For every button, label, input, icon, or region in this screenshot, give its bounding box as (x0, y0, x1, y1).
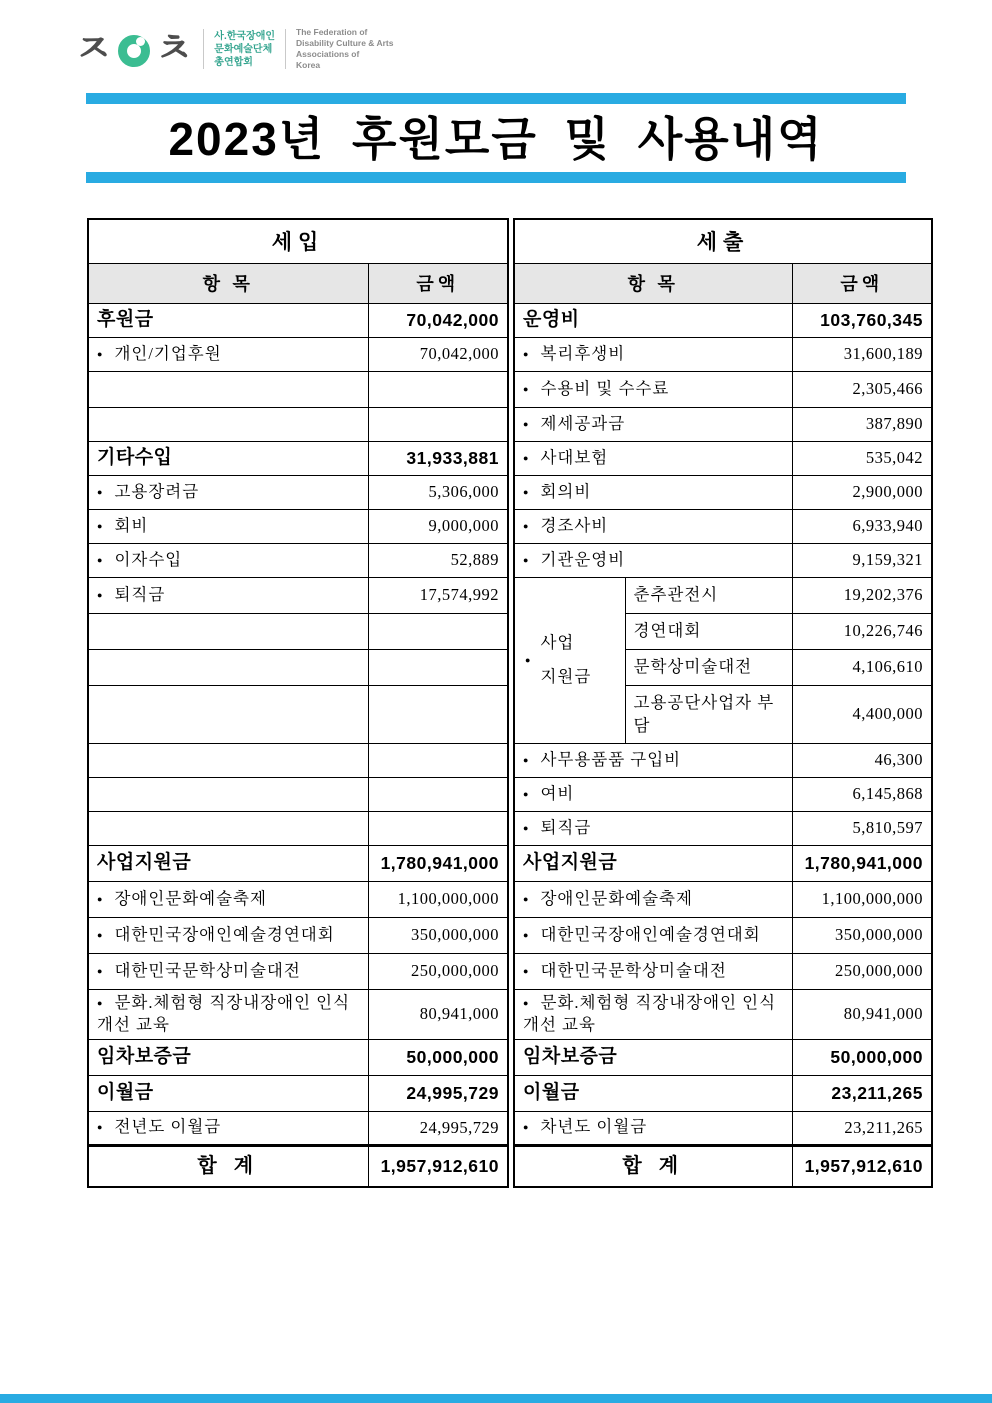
item-label-cell (514, 917, 792, 953)
table-row (88, 577, 508, 613)
bullet-icon: ● (523, 383, 529, 394)
table-row (514, 881, 932, 917)
logo-divider (285, 29, 286, 69)
item-label: 수용비 및 수수료 (540, 378, 670, 398)
table-row (88, 1145, 508, 1187)
item-label-cell (88, 543, 368, 577)
table-row (514, 371, 932, 407)
expenditure-amount-col-header: 금액 (792, 263, 932, 303)
table-row (514, 1145, 932, 1187)
empty-amount-cell (368, 649, 508, 685)
table-row (514, 777, 932, 811)
section-label-cell: 임차보증금 (514, 1039, 792, 1075)
amount-cell: 5,810,597 (792, 811, 932, 845)
amount-cell: 80,941,000 (792, 989, 932, 1039)
group-label-line: 사업 (540, 633, 575, 652)
amount-cell: 535,042 (792, 441, 932, 475)
amount-cell: 250,000,000 (792, 953, 932, 989)
item-label-cell (88, 337, 368, 371)
item-label: 퇴직금 (540, 817, 592, 837)
logo-glyph-left: ㅈ (74, 27, 113, 71)
table-row (514, 303, 932, 337)
amount-cell: 24,995,729 (368, 1111, 508, 1145)
empty-amount-cell (368, 743, 508, 777)
item-label-cell (88, 509, 368, 543)
item-label-cell (514, 1111, 792, 1145)
item-label-cell (88, 953, 368, 989)
total-label-cell: 합 계 (88, 1145, 368, 1187)
empty-amount-cell (368, 407, 508, 441)
expenditure-table (513, 218, 933, 1188)
bullet-icon: ● (523, 754, 529, 765)
table-row (88, 1039, 508, 1075)
bullet-icon: ● (523, 554, 529, 565)
table-row (88, 263, 508, 303)
table-row (514, 743, 932, 777)
table-row (88, 475, 508, 509)
bullet-icon: ● (523, 418, 529, 429)
empty-cell (88, 811, 368, 845)
table-row (88, 543, 508, 577)
table-row (88, 811, 508, 845)
empty-cell (88, 649, 368, 685)
amount-cell: 23,211,265 (792, 1075, 932, 1111)
item-label-cell (514, 989, 792, 1039)
org-kr-line: 사.한국장애인 (214, 30, 276, 42)
bullet-icon: ● (523, 452, 529, 463)
amount-cell: 1,780,941,000 (792, 845, 932, 881)
item-label: 회비 (114, 515, 149, 535)
amount-cell: 2,900,000 (792, 475, 932, 509)
amount-cell: 1,780,941,000 (368, 845, 508, 881)
section-label-cell: 이월금 (514, 1075, 792, 1111)
amount-cell: 4,400,000 (792, 685, 932, 743)
table-row (88, 881, 508, 917)
bullet-icon: ● (523, 788, 529, 799)
sub-item-cell: 춘추관전시 (625, 577, 792, 613)
amount-cell: 19,202,376 (792, 577, 932, 613)
amount-cell: 52,889 (368, 543, 508, 577)
item-label-cell (514, 743, 792, 777)
item-label-cell (88, 989, 368, 1039)
table-row (88, 613, 508, 649)
table-row (514, 845, 932, 881)
amount-cell: 4,106,610 (792, 649, 932, 685)
bullet-icon: ● (97, 893, 103, 904)
item-label: 대한민국장애인예술경연대회 (114, 924, 335, 944)
table-row (88, 989, 508, 1039)
org-kr-line: 총연합회 (214, 56, 253, 68)
table-row (88, 509, 508, 543)
section-label-cell: 후원금 (88, 303, 368, 337)
sub-item-cell: 경연대회 (625, 613, 792, 649)
item-label-cell (514, 371, 792, 407)
item-label: 사무용품품 구입비 (540, 749, 682, 769)
bullet-icon: ● (523, 1122, 529, 1133)
item-label: 이자수입 (114, 549, 183, 569)
empty-cell (88, 613, 368, 649)
empty-amount-cell (368, 777, 508, 811)
section-label-cell: 사업지원금 (88, 845, 368, 881)
item-label: 대한민국문학상미술대전 (114, 960, 301, 980)
item-label: 문화.체험형 직장내장애인 인식개선 교육 (523, 992, 777, 1034)
bullet-icon: ● (523, 822, 529, 833)
footer-bar (0, 1394, 992, 1403)
item-label: 개인/기업후원 (114, 343, 222, 363)
item-label-cell (514, 337, 792, 371)
total-label-cell: 합 계 (514, 1145, 792, 1187)
left-table-body (88, 303, 508, 1187)
table-row (88, 845, 508, 881)
amount-cell: 50,000,000 (792, 1039, 932, 1075)
amount-cell: 80,941,000 (368, 989, 508, 1039)
amount-cell: 5,306,000 (368, 475, 508, 509)
table-row (514, 543, 932, 577)
table-row (88, 777, 508, 811)
table-row (514, 811, 932, 845)
table-row (514, 1039, 932, 1075)
item-label: 경조사비 (540, 515, 609, 535)
bullet-icon: ● (523, 348, 529, 359)
bullet-icon: ● (97, 589, 103, 600)
amount-cell: 6,933,940 (792, 509, 932, 543)
table-row (514, 1075, 932, 1111)
amount-cell: 1,957,912,610 (368, 1145, 508, 1187)
amount-cell: 24,995,729 (368, 1075, 508, 1111)
item-label-cell (88, 1111, 368, 1145)
group-label-text (540, 626, 591, 694)
empty-amount-cell (368, 613, 508, 649)
item-label: 여비 (540, 783, 575, 803)
sub-item-cell: 문학상미술대전 (625, 649, 792, 685)
table-row (88, 649, 508, 685)
table-row (88, 303, 508, 337)
item-label: 복리후생비 (540, 343, 626, 363)
table-row (88, 219, 508, 263)
table-row (514, 475, 932, 509)
amount-cell: 23,211,265 (792, 1111, 932, 1145)
amount-cell: 50,000,000 (368, 1039, 508, 1075)
table-row (514, 407, 932, 441)
table-row (88, 371, 508, 407)
bullet-icon: ● (97, 1122, 103, 1133)
amount-cell: 70,042,000 (368, 303, 508, 337)
bullet-icon: ● (525, 655, 531, 665)
bullet-icon: ● (523, 997, 529, 1008)
org-en-line: Associations of (296, 49, 360, 59)
empty-cell (88, 777, 368, 811)
table-row (514, 1111, 932, 1145)
section-label-cell: 이월금 (88, 1075, 368, 1111)
table-row (514, 577, 932, 613)
expenditure-section-header: 세출 (514, 219, 932, 263)
amount-cell: 17,574,992 (368, 577, 508, 613)
item-label: 대한민국장애인예술경연대회 (540, 924, 761, 944)
amount-cell: 10,226,746 (792, 613, 932, 649)
org-en-line: Disability Culture & Arts (296, 38, 394, 48)
empty-amount-cell (368, 811, 508, 845)
item-label-cell (88, 577, 368, 613)
item-label: 고용장려금 (114, 481, 200, 501)
amount-cell: 6,145,868 (792, 777, 932, 811)
empty-amount-cell (368, 685, 508, 743)
org-logo (74, 20, 393, 78)
item-label: 차년도 이월금 (540, 1117, 648, 1137)
table-row (88, 953, 508, 989)
table-row (88, 1075, 508, 1111)
table-row (88, 685, 508, 743)
item-label-cell (514, 475, 792, 509)
item-label: 장애인문화예술축제 (114, 888, 267, 908)
item-label: 사대보험 (540, 447, 609, 467)
amount-cell: 1,100,000,000 (368, 881, 508, 917)
bullet-icon: ● (523, 965, 529, 976)
sub-item-cell: 고용공단사업자 부담 (625, 685, 792, 743)
item-label-cell (514, 441, 792, 475)
bullet-icon: ● (523, 893, 529, 904)
amount-cell: 9,159,321 (792, 543, 932, 577)
amount-cell: 9,000,000 (368, 509, 508, 543)
amount-cell: 31,933,881 (368, 441, 508, 475)
empty-amount-cell (368, 371, 508, 407)
org-kr-line: 문화예술단체 (214, 43, 273, 55)
item-label: 퇴직금 (114, 584, 166, 604)
table-row (514, 989, 932, 1039)
table-row (514, 953, 932, 989)
amount-cell: 46,300 (792, 743, 932, 777)
logo-divider (203, 29, 204, 69)
section-label-cell: 기타수입 (88, 441, 368, 475)
item-label-cell (514, 953, 792, 989)
table-row (514, 219, 932, 263)
item-label-cell (514, 407, 792, 441)
revenue-section-header: 세입 (88, 219, 508, 263)
item-label: 문화.체험형 직장내장애인 인식개선 교육 (97, 992, 351, 1034)
table-row (514, 337, 932, 371)
item-label-cell (514, 881, 792, 917)
item-label: 제세공과금 (540, 413, 626, 433)
amount-cell: 2,305,466 (792, 371, 932, 407)
group-label-cell (514, 577, 625, 743)
item-label-cell (514, 509, 792, 543)
org-name-english (296, 27, 393, 71)
amount-cell: 31,600,189 (792, 337, 932, 371)
bullet-icon: ● (97, 997, 103, 1008)
item-label-cell (88, 475, 368, 509)
empty-cell (88, 371, 368, 407)
right-table-body (514, 303, 932, 1187)
bullet-icon: ● (97, 348, 103, 359)
logo-glyphs (74, 29, 193, 69)
section-label-cell: 사업지원금 (514, 845, 792, 881)
amount-cell: 1,957,912,610 (792, 1145, 932, 1187)
bullet-icon: ● (523, 929, 529, 940)
revenue-item-col-header: 항 목 (88, 263, 368, 303)
page-title: 2023년 후원모금 및 사용내역 (168, 113, 824, 165)
budget-tables (87, 218, 933, 1188)
item-label-cell (514, 543, 792, 577)
table-row (514, 263, 932, 303)
amount-cell: 250,000,000 (368, 953, 508, 989)
item-label: 회의비 (540, 481, 592, 501)
section-label-cell: 임차보증금 (88, 1039, 368, 1075)
section-label-cell: 운영비 (514, 303, 792, 337)
table-row (88, 1111, 508, 1145)
item-label: 장애인문화예술축제 (540, 888, 693, 908)
amount-cell: 70,042,000 (368, 337, 508, 371)
item-label: 기관운영비 (540, 549, 626, 569)
table-row (88, 917, 508, 953)
group-label (523, 626, 617, 694)
amount-cell: 350,000,000 (368, 917, 508, 953)
item-label: 전년도 이월금 (114, 1117, 222, 1137)
item-label-cell (88, 917, 368, 953)
item-label-cell (88, 881, 368, 917)
item-label-cell (514, 811, 792, 845)
amount-cell: 103,760,345 (792, 303, 932, 337)
revenue-table (87, 218, 509, 1188)
item-label: 대한민국문학상미술대전 (540, 960, 727, 980)
logo-glyph-right: ㅊ (154, 27, 194, 71)
bullet-icon: ● (97, 965, 103, 976)
group-label-line: 지원금 (540, 667, 592, 686)
bullet-icon: ● (523, 486, 529, 497)
table-row (514, 509, 932, 543)
table-row (88, 441, 508, 475)
table-row (88, 743, 508, 777)
green-ring-icon (118, 35, 150, 67)
table-row (88, 407, 508, 441)
table-row (514, 917, 932, 953)
empty-cell (88, 685, 368, 743)
org-en-line: The Federation of (296, 27, 368, 37)
expenditure-item-col-header: 항 목 (514, 263, 792, 303)
table-row (514, 441, 932, 475)
amount-cell: 1,100,000,000 (792, 881, 932, 917)
empty-cell (88, 743, 368, 777)
org-en-line: Korea (296, 60, 321, 70)
bullet-icon: ● (97, 486, 103, 497)
item-label-cell (514, 777, 792, 811)
org-name-korean (214, 30, 275, 69)
amount-cell: 350,000,000 (792, 917, 932, 953)
bullet-icon: ● (97, 520, 103, 531)
bullet-icon: ● (97, 554, 103, 565)
amount-cell: 387,890 (792, 407, 932, 441)
empty-cell (88, 407, 368, 441)
bullet-icon: ● (97, 929, 103, 940)
revenue-amount-col-header: 금액 (368, 263, 508, 303)
bullet-icon: ● (523, 520, 529, 531)
title-bar-bottom (86, 172, 906, 183)
table-row (88, 337, 508, 371)
